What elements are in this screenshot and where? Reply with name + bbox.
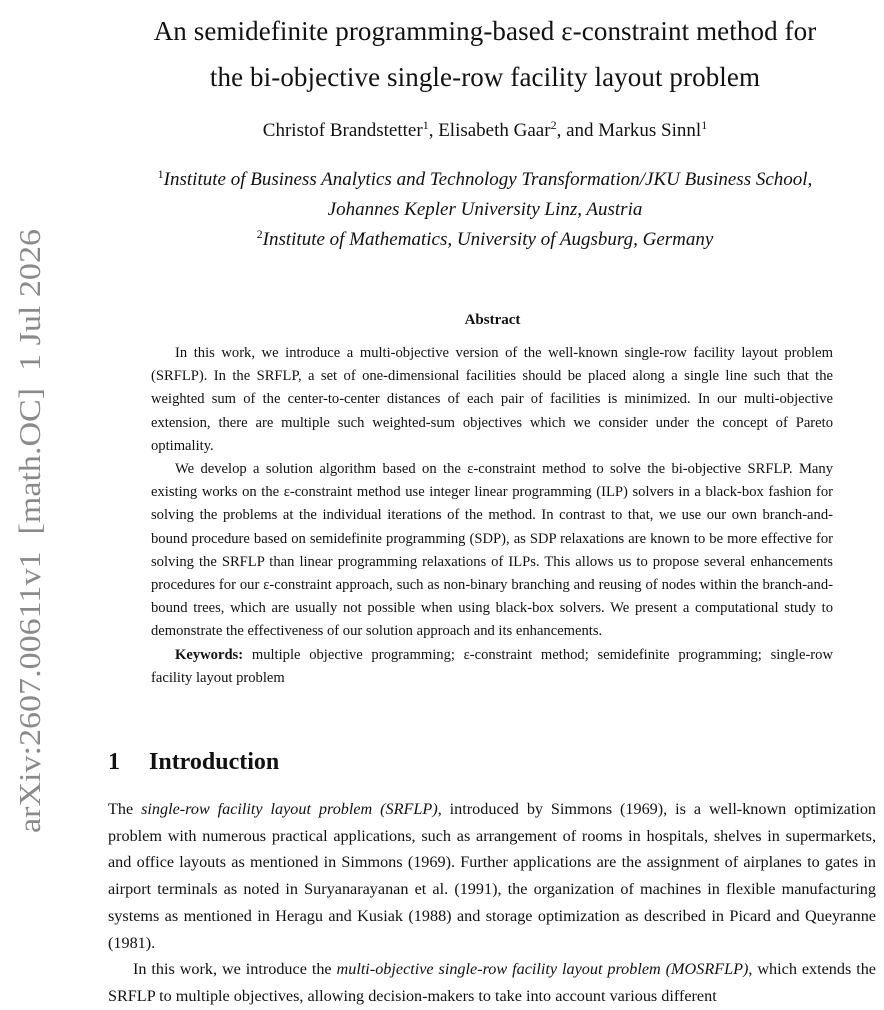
arxiv-identifier-text: arXiv:2607.00611v1 [math.OC] 1 Jul 2026 xyxy=(12,283,47,833)
author-name: Elisabeth Gaar xyxy=(438,120,551,141)
title-line-2: the bi-objective single-row facility layout problem xyxy=(209,62,761,92)
author-separator: , xyxy=(428,120,439,141)
abstract-body xyxy=(151,342,833,690)
paragraph-text: , which extends the SRFLP to multiple objectives, allowing decision-makers to take into account various different xyxy=(108,960,876,1005)
keywords-line xyxy=(151,644,833,690)
affiliation-text: Institute of Mathematics, University of Augsburg, Germany xyxy=(262,229,714,250)
title-line-1: An semidefinite programming-based ε-constraint method for xyxy=(153,16,817,46)
affiliation-mark: 2 xyxy=(256,227,263,241)
affiliation-list xyxy=(100,165,870,255)
affiliation-text: Johannes Kepler University Linz, Austria xyxy=(327,199,643,220)
defined-term: single-row facility layout problem (SRFLP) xyxy=(141,800,438,818)
paragraph-text: The xyxy=(108,800,142,818)
paragraph-text: , introduced by Simmons (1969), is a well-known optimization problem with numerous practical applications, such as arrangement of rooms in hospitals, shelves in supermarkets, and office layouts as mentioned in Simmons (1969). Further applications are the assignment of airplanes to gates in airport terminals as noted in Suryanarayanan et al. (1991), the organization of machines in flexible manufacturing systems as mentioned in Heragu and Kusiak (1988) and storage optimization as described in Picard and Queyranne (1981). xyxy=(108,800,877,952)
author-affiliation-mark: 1 xyxy=(701,118,708,132)
author-affiliation-mark: 2 xyxy=(550,118,557,132)
section-number: 1 xyxy=(108,749,120,775)
section-heading xyxy=(108,746,279,778)
author-name: Christof Brandstetter xyxy=(262,120,423,141)
affiliation-mark: 1 xyxy=(157,167,164,181)
abstract-paragraph: We develop a solution algorithm based on the ε-constraint method to solve the bi-objective SRFLP. Many existing works on the ε-constraint method use integer linear programming (ILP) solvers in a black-box fashion for solving the problems at the individual iterations of the method. In contrast to that, we use our own branch-and-bound procedure based on semidefinite programming (SDP), as SDP relaxations are known to be more effective for solving the SRFLP than linear programming relaxations of ILPs. This allows us to propose several enhancements procedures for our ε-constraint approach, such as non-binary branching and reusing of nodes within the branch-and-bound trees, which are usually not possible when using black-box solvers. We present a computational study to demonstrate the effectiveness of our solution approach and its enhancements. xyxy=(151,461,833,640)
author-name: Markus Sinnl xyxy=(598,120,702,141)
affiliation-text: Institute of Business Analytics and Technology Transformation/JKU Business School, xyxy=(163,169,813,190)
section-title: Introduction xyxy=(149,749,280,775)
affiliation-2 xyxy=(100,225,870,255)
keywords-text: multiple objective programming; ε-constraint method; semidefinite programming; single-row facility layout problem xyxy=(151,646,833,686)
paper-title xyxy=(100,8,870,100)
author-list xyxy=(100,118,870,144)
keywords-label: Keywords: xyxy=(175,646,244,663)
author-affiliation-mark: 1 xyxy=(422,118,429,132)
body-paragraph xyxy=(108,956,876,1009)
author-separator: , and xyxy=(556,120,599,141)
arxiv-identifier-stamp xyxy=(2,229,52,837)
defined-term: multi-objective single-row facility layout problem (MOSRFLP) xyxy=(336,960,749,979)
abstract-paragraph: In this work, we introduce a multi-objective version of the well-known single-row facility layout problem (SRFLP). In the SRFLP, a set of one-dimensional facilities should be placed along a single line such that the weighted sum of the center-to-center distances of each pair of facilities is minimized. In our multi-objective extension, there are multiple such weighted-sum objectives which we consider under the concept of Pareto optimality. xyxy=(151,345,833,454)
paragraph-text: In this work, we introduce the xyxy=(133,960,337,979)
body-paragraph xyxy=(108,796,876,956)
introduction-body xyxy=(108,796,876,1010)
abstract-heading: Abstract xyxy=(464,312,521,328)
affiliation-1 xyxy=(100,165,870,225)
